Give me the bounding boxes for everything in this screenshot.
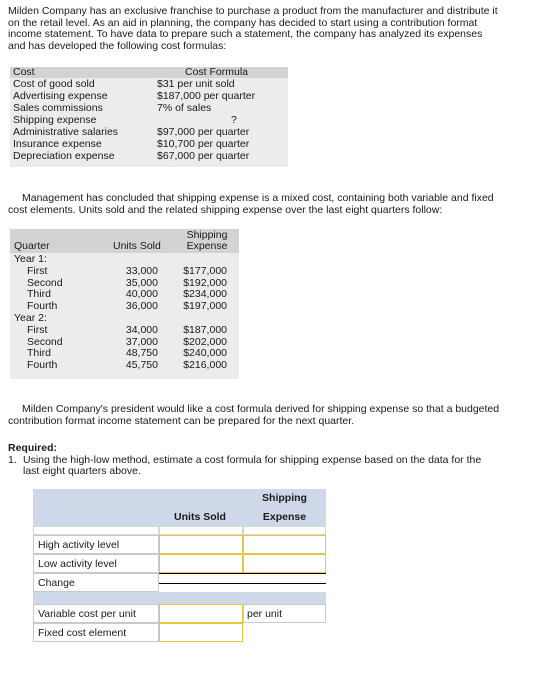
intro-line: Milden Company has an exclusive franchise to purchase a product from the manufacturer and distribute it — [8, 5, 498, 17]
expense-value: $197,000 — [183, 299, 227, 312]
grid-spacer-cell — [243, 526, 326, 535]
year-label: Year 1: — [14, 253, 47, 265]
president-line: Milden Company's president would like a cost formula derived for shipping expense so that a budgeted — [22, 403, 500, 415]
fixed-cost-label: Fixed cost element — [38, 627, 127, 639]
units-header: Units Sold — [113, 240, 161, 252]
shipping-column-header: Shipping — [262, 492, 307, 504]
variable-cost-label-cell — [33, 604, 159, 623]
variable-cost-label: Variable cost per unit — [38, 608, 136, 620]
fixed-cost-blank-cell — [243, 623, 326, 642]
management-line: Management has concluded that shipping expense is a mixed cost, containing both variable and fixed — [22, 192, 494, 204]
low-activity-label-cell — [33, 554, 159, 573]
units-value: 48,750 — [125, 347, 158, 359]
grid-spacer-cell — [33, 526, 159, 535]
quarter-label: Third — [27, 288, 51, 300]
units-sold-column-header: Units Sold — [174, 511, 226, 523]
year-label: Year 2: — [14, 312, 47, 324]
per-unit-label: per unit — [247, 608, 283, 620]
cost-label: Depreciation expense — [13, 150, 115, 162]
cost-label: Cost of good sold — [13, 78, 95, 90]
quarter-label: Third — [27, 347, 51, 359]
cost-label: Shipping expense — [13, 114, 97, 126]
units-value: 36,000 — [125, 299, 158, 312]
quarter-label: First — [27, 324, 48, 336]
expense-value: $234,000 — [183, 288, 227, 300]
intro-line: and has developed the following cost formulas: — [8, 39, 227, 52]
required-item-number: 1. — [8, 453, 17, 466]
intro-line: income statement. To have data to prepare such a statement, the company has analyzed its expenses — [8, 28, 483, 41]
shipping-data-table — [10, 229, 239, 379]
cost-formula: ? — [231, 114, 237, 126]
grid-separator-band — [33, 592, 326, 604]
low-activity-label: Low activity level — [38, 558, 117, 570]
change-label-cell — [33, 573, 159, 592]
units-value: 45,750 — [125, 358, 158, 371]
cost-header: Cost — [13, 66, 35, 78]
units-value: 40,000 — [125, 288, 158, 300]
cost-formula-table — [10, 67, 288, 167]
high-activity-label: High activity level — [38, 539, 120, 551]
cost-formula: $187,000 per quarter — [157, 90, 256, 102]
cost-label: Insurance expense — [13, 138, 102, 150]
change-top-rule — [159, 573, 326, 574]
cost-label: Advertising expense — [13, 90, 108, 102]
expense-header: Expense — [186, 240, 228, 252]
fixed-cost-input[interactable] — [159, 623, 243, 642]
intro-line: on the retail level. As an aid in planning, the company has decided to start using a contribution format — [8, 16, 478, 29]
quarter-header: Quarter — [14, 240, 50, 252]
expense-value: $216,000 — [183, 358, 227, 371]
change-label: Change — [38, 577, 75, 589]
grid-spacer-cell — [159, 526, 243, 535]
fixed-cost-label-cell — [33, 623, 159, 642]
quarter-label: First — [27, 265, 48, 277]
high-low-answer-grid — [33, 489, 326, 643]
cost-formula: 7% of sales — [157, 102, 212, 114]
change-bottom-rule — [159, 583, 326, 584]
variable-cost-input[interactable] — [159, 604, 243, 623]
quarter-label: Fourth — [27, 299, 58, 312]
cost-formula: $97,000 per quarter — [157, 126, 250, 138]
expense-value: $187,000 — [183, 324, 227, 336]
quarter-label: Second — [27, 276, 63, 289]
president-line: contribution format income statement can be prepared for the next quarter. — [8, 414, 355, 427]
management-line: cost elements. Units sold and the related shipping expense over the last eight quarters follow: — [8, 203, 443, 216]
expense-value: $177,000 — [183, 265, 227, 277]
cost-label: Sales commissions — [13, 102, 103, 114]
formula-header: Cost Formula — [185, 66, 249, 78]
expense-value: $240,000 — [183, 347, 227, 359]
cost-formula: $67,000 per quarter — [157, 150, 250, 162]
high-expense-input[interactable] — [243, 535, 326, 554]
units-value: 34,000 — [125, 324, 158, 336]
units-value: 37,000 — [125, 335, 158, 348]
high-activity-label-cell — [33, 535, 159, 554]
required-item-line: Using the high-low method, estimate a cost formula for shipping expense based on the data for the — [23, 453, 482, 466]
expense-value: $192,000 — [183, 276, 227, 289]
required-item-line: last eight quarters above. — [23, 465, 141, 478]
cost-formula: $10,700 per quarter — [157, 138, 250, 150]
cost-formula: $31 per unit sold — [157, 78, 235, 90]
quarter-label: Fourth — [27, 358, 58, 371]
quarter-label: Second — [27, 335, 63, 348]
units-value: 35,000 — [125, 276, 158, 289]
expense-value: $202,000 — [183, 335, 227, 348]
required-heading: Required: — [8, 442, 58, 454]
units-value: 33,000 — [125, 265, 158, 277]
low-units-input[interactable] — [159, 554, 243, 573]
low-expense-input[interactable] — [243, 554, 326, 573]
cost-label: Administrative salaries — [13, 126, 119, 138]
high-units-input[interactable] — [159, 535, 243, 554]
expense-column-header: Expense — [262, 511, 307, 523]
shipping-header: Shipping — [186, 229, 228, 241]
per-unit-cell — [243, 604, 326, 623]
